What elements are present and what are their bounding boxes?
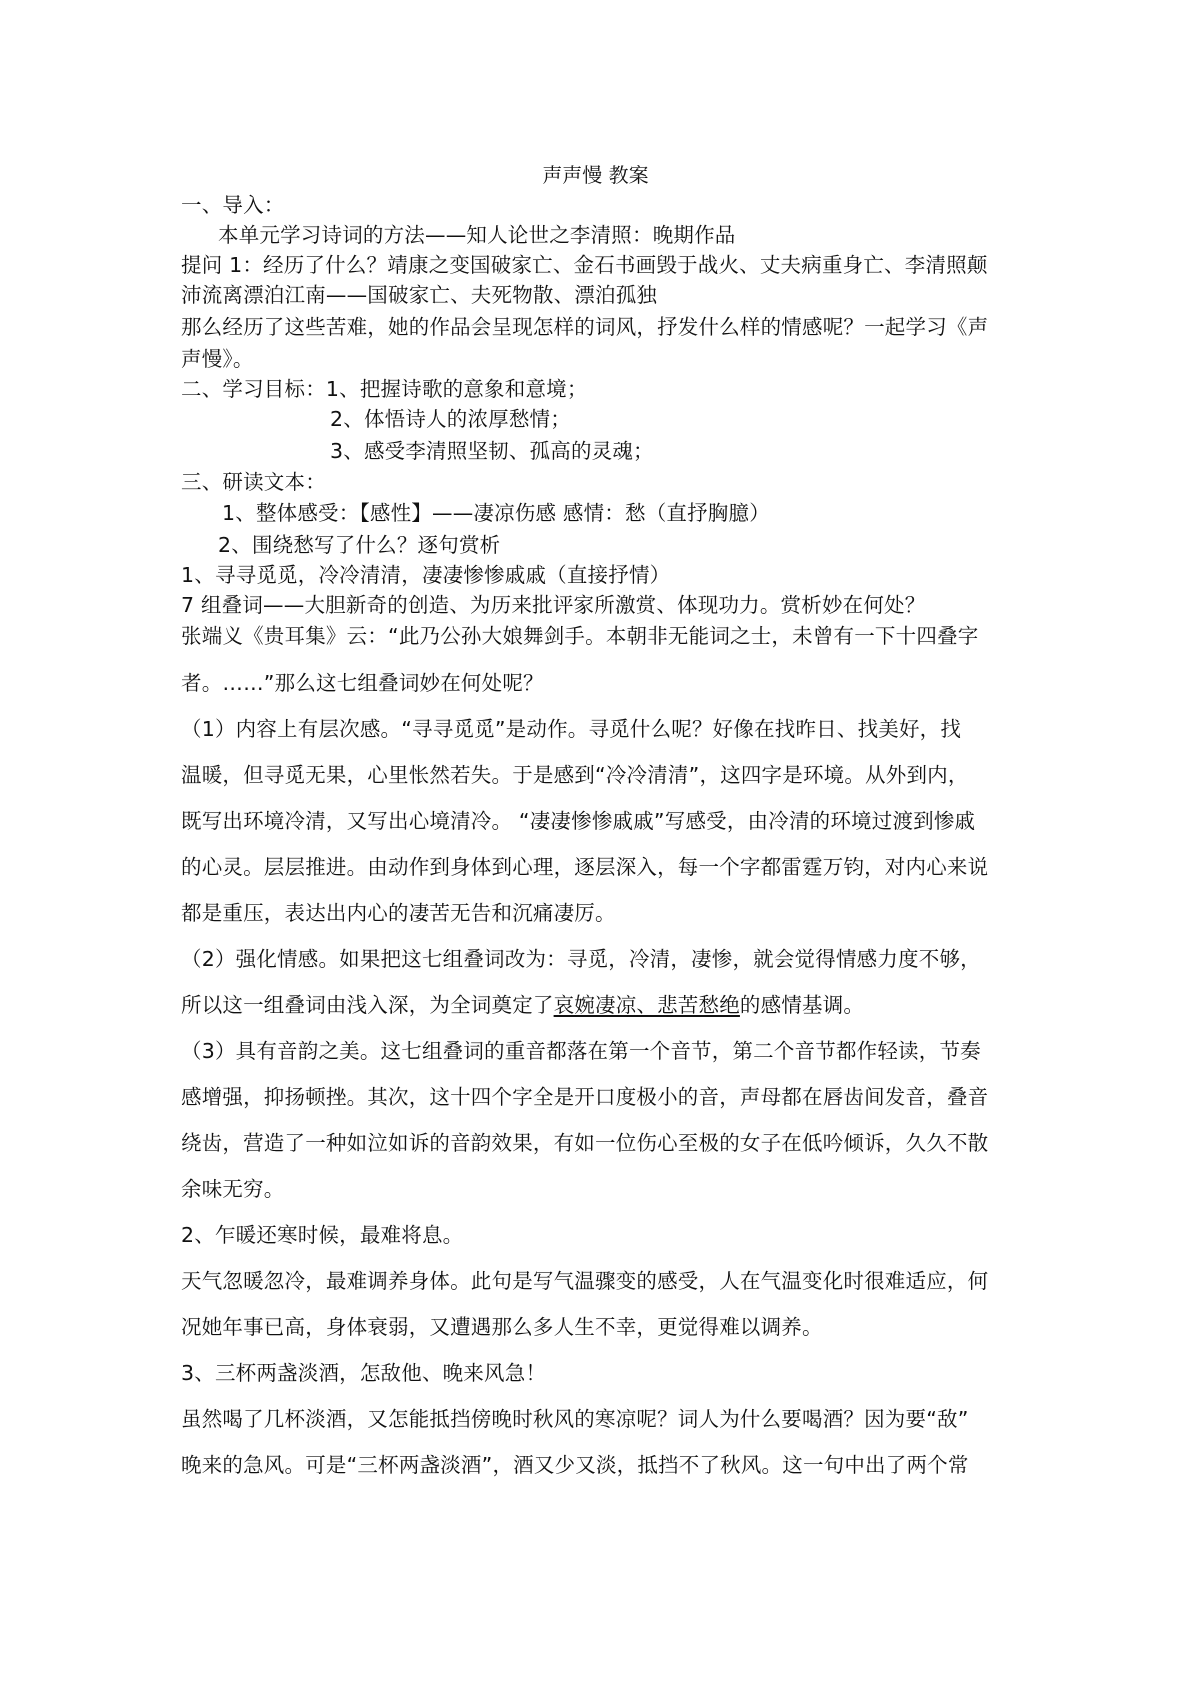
text-line: 晚来的急风。可是“三杯两盏淡酒”，酒又少又淡，抵挡不了秋风。这一句中出了两个常: [181, 1453, 969, 1477]
text-line-with-underline: [181, 990, 1021, 1020]
text-segment: 的感情基调。: [739, 993, 865, 1017]
text-line: （1）内容上有层次感。“寻寻觅觅”是动作。寻觅什么呢？好像在找昨日、找美好，找: [181, 717, 962, 741]
text-line: 既写出环境冷清，又写出心境清冷。 “凄凄惨惨戚戚”写感受，由冷清的环境过渡到惨戚: [181, 809, 976, 833]
text-line: 本单元学习诗词的方法——知人论世之李清照：晚期作品: [218, 223, 736, 247]
text-line: 绕齿，营造了一种如泣如诉的音韵效果，有如一位伤心至极的女子在低吟倾诉，久久不散: [181, 1131, 989, 1155]
section-heading-intro: 一、导入：: [181, 193, 285, 217]
text-segment: 所以这一组叠词由浅入深，为全词奠定了: [181, 993, 554, 1017]
text-line: 3、三杯两盏淡酒，怎敌他、晚来风急！: [181, 1361, 547, 1385]
text-line: 虽然喝了几杯淡酒，又怎能抵挡傍晚时秋风的寒凉呢？词人为什么要喝酒？因为要“敌”: [181, 1407, 969, 1431]
text-line: 都是重压，表达出内心的凄苦无告和沉痛凄厉。: [181, 901, 616, 925]
text-line: （2）强化情感。如果把这七组叠词改为：寻觅，冷清，凄惨，就会觉得情感力度不够，: [181, 947, 981, 971]
text-line: 1、寻寻觅觅，冷冷清清，凄凄惨惨戚戚（直接抒情）: [181, 563, 671, 587]
text-line: 1、整体感受：【感性】——凄凉伤感 感情：愁（直抒胸臆）: [222, 501, 770, 525]
text-line: 那么经历了这些苦难，她的作品会呈现怎样的词风，抒发什么样的情感呢？一起学习《声: [181, 315, 989, 339]
text-line: 2、围绕愁写了什么？逐句赏析: [218, 533, 501, 557]
goal-item: 2、体悟诗人的浓厚愁情；: [330, 407, 571, 431]
section-heading-goals: 二、学习目标：1、把握诗歌的意象和意境；: [181, 377, 588, 401]
text-line: 余味无穷。: [181, 1177, 285, 1201]
text-line: 天气忽暖忽冷，最难调养身体。此句是写气温骤变的感受，人在气温变化时很难适应，何: [181, 1269, 989, 1293]
text-line: 者。……”那么这七组叠词妙在何处呢？: [181, 671, 544, 695]
text-line: 提问 1：经历了什么？靖康之变国破家亡、金石书画毁于战火、丈夫病重身亡、李清照颠: [181, 253, 988, 277]
section-heading-reading: 三、研读文本：: [181, 470, 326, 494]
text-line: 声慢》。: [181, 347, 254, 371]
underlined-phrase: 哀婉凄凉、悲苦愁绝: [553, 993, 740, 1017]
text-line: 2、乍暖还寒时候，最难将息。: [181, 1223, 464, 1247]
text-line: 沛流离漂泊江南——国破家亡、夫死物散、漂泊孤独: [181, 283, 658, 307]
document-title: 声声慢 教案: [542, 163, 649, 187]
text-line: （3）具有音韵之美。这七组叠词的重音都落在第一个音节，第二个音节都作轻读，节奏: [181, 1039, 981, 1063]
text-line: 感增强，抑扬顿挫。其次，这十四个字全是开口度极小的音，声母都在唇齿间发音，叠音: [181, 1085, 989, 1109]
text-line: 的心灵。层层推进。由动作到身体到心理，逐层深入，每一个字都雷霆万钧，对内心来说: [181, 855, 989, 879]
text-line: 况她年事已高，身体衰弱，又遭遇那么多人生不幸，更觉得难以调养。: [181, 1315, 823, 1339]
goal-item: 3、感受李清照坚韧、孤高的灵魂；: [330, 439, 654, 463]
text-line: 7 组叠词——大胆新奇的创造、为历来批评家所激赏、体现功力。赏析妙在何处？: [181, 593, 926, 617]
text-line: 温暖，但寻觅无果，心里怅然若失。于是感到“冷冷清清”，这四字是环境。从外到内，: [181, 763, 969, 787]
text-line: 张端义《贵耳集》云：“此乃公孙大娘舞剑手。本朝非无能词之士，未曾有一下十四叠字: [181, 624, 979, 648]
